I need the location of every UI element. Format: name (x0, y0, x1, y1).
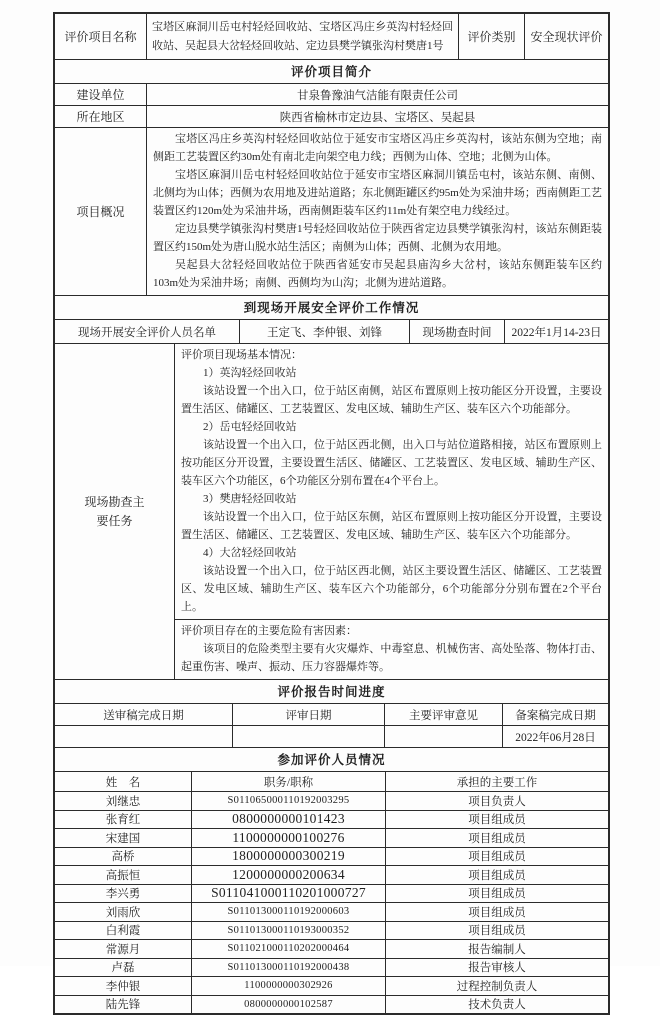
section-schedule-row (55, 680, 608, 704)
personnel-name: 常源月 (55, 940, 192, 958)
overview-text (147, 128, 608, 295)
personnel-row (55, 866, 608, 885)
section-intro-row (55, 60, 608, 84)
project-name-cell (147, 14, 459, 59)
personnel-cert-number: 1800000000300219 (192, 848, 386, 866)
personnel-name: 刘继忠 (55, 792, 192, 810)
schedule-header-cell: 主要评审意见 (385, 704, 503, 725)
evaluation-table (53, 12, 610, 1015)
personnel-header-cell: 承担的主要工作 (456, 776, 538, 789)
personnel-role: 项目组成员 (468, 832, 526, 845)
personnel-row (55, 922, 608, 941)
category-value: 安全现状评价 (530, 30, 603, 44)
personnel-header-cell: 职务/职称 (192, 772, 386, 791)
region-row (55, 106, 608, 128)
survey-time-value: 2022年1月14-23日 (511, 326, 602, 339)
personnel-cert-number: 0800000000101423 (192, 811, 386, 829)
personnel-row (55, 811, 608, 830)
personnel-name: 高振恒 (55, 866, 192, 884)
personnel-role: 项目组成员 (468, 906, 526, 919)
personnel-cert-number: 1200000000200634 (192, 866, 386, 884)
personnel-row (55, 940, 608, 959)
task-paragraph: 1）英沟轻烃回收站 (203, 367, 297, 379)
site-staff-row (55, 320, 608, 344)
tasks-text (175, 344, 608, 620)
hazard-paragraph: 评价项目存在的主要危险有害因素： (181, 625, 357, 637)
task-paragraph: 评价项目现场基本情况： (181, 349, 302, 361)
personnel-name: 李仲银 (55, 977, 192, 995)
schedule-value-cell (55, 726, 233, 747)
overview-paragraph: 宝塔区麻洞川岳屯村轻烃回收站位于延安市宝塔区麻洞川镇岳屯村，该站东侧、南侧、北侧均为山体；西侧为农用地及进站道路；东北侧距罐区约95m处为采油井场；西南侧距工艺装置区约120m处为采油井场，西南侧距装车区约11m处有架空电力线经过。 (153, 169, 602, 217)
tasks-label-cell (55, 344, 175, 679)
schedule-value-cell: 2022年06月28日 (515, 731, 596, 744)
tasks-content-column (175, 344, 608, 679)
personnel-row (55, 829, 608, 848)
overview-label: 项目概况 (55, 128, 147, 295)
schedule-header-cell: 备案稿完成日期 (515, 709, 596, 722)
tasks-row (55, 344, 608, 680)
schedule-value-row (55, 726, 608, 748)
section-schedule-title: 评价报告时间进度 (277, 685, 386, 699)
category-label: 评价类别 (459, 14, 525, 59)
personnel-role: 项目组成员 (468, 851, 526, 864)
personnel-role: 报告编制人 (468, 943, 526, 956)
task-paragraph: 3）樊唐轻烃回收站 (203, 493, 297, 505)
survey-time-label: 现场勘查时间 (410, 320, 505, 343)
personnel-header-row (55, 772, 608, 792)
overview-paragraph: 吴起县大岔轻烃回收站位于陕西省延安市吴起县庙沟乡大岔村，该站东侧距装车区约103m处为采油井场；南侧、西侧均为山沟；北侧为进站道路。 (153, 259, 602, 289)
personnel-role: 技术负责人 (468, 999, 526, 1012)
personnel-cert-number: S011021000110202000464 (192, 940, 386, 958)
site-staff-value: 王定飞、李仲银、刘锋 (240, 320, 410, 343)
personnel-cert-number: S011041000110201000727 (192, 885, 386, 903)
task-paragraph: 该站设置一个出入口，位于站区东侧，站区布置原则上按功能区分开设置，主要设置生活区、储罐区、工艺装置区、发电区域、辅助生产区、装车区六个功能部分。 (181, 511, 602, 541)
personnel-cert-number: S011065000110192003295 (192, 792, 386, 810)
personnel-name: 刘雨欣 (55, 903, 192, 921)
builder-value: 甘泉鲁豫油气洁能有限责任公司 (297, 89, 458, 102)
task-paragraph: 该站设置一个出入口，位于站区南侧，站区布置原则上按功能区分开设置，主要设置生活区、储罐区、工艺装置区、发电区域、辅助生产区、装车区六个功能部分。 (181, 385, 602, 415)
personnel-cert-number: S011013000110192000603 (192, 903, 386, 921)
personnel-role: 项目组成员 (468, 869, 526, 882)
hazards-text (175, 620, 608, 679)
section-personnel-row (55, 748, 608, 772)
task-paragraph: 2）岳屯轻烃回收站 (203, 421, 297, 433)
personnel-name: 张育红 (55, 811, 192, 829)
project-title-row (55, 14, 608, 60)
region-value: 陕西省榆林市定边县、宝塔区、吴起县 (279, 111, 476, 124)
project-name-label: 评价项目名称 (55, 14, 147, 59)
personnel-role: 报告审核人 (468, 962, 526, 975)
personnel-row (55, 996, 608, 1014)
personnel-row (55, 848, 608, 867)
section-site-row (55, 296, 608, 320)
personnel-row (55, 977, 608, 996)
personnel-name: 宋建国 (55, 829, 192, 847)
personnel-role: 项目组成员 (468, 814, 526, 827)
task-paragraph: 4）大岔轻烃回收站 (203, 547, 297, 559)
personnel-cert-number: S011013000110192000438 (192, 959, 386, 977)
personnel-row (55, 959, 608, 978)
personnel-name: 陆先锋 (55, 996, 192, 1014)
task-paragraph: 该站设置一个出入口，位于站区西北侧，站区主要设置生活区、储罐区、工艺装置区、发电区域、辅助生产区、装车区六个功能部分，6个功能部分分别布置在2个平台上。 (181, 565, 602, 613)
personnel-name: 高桥 (55, 848, 192, 866)
builder-label: 建设单位 (55, 84, 147, 105)
personnel-row (55, 792, 608, 811)
task-paragraph: 该站设置一个出入口，位于站区西北侧，出入口与站位道路相接，站区布置原则上按功能区分开设置，主要设置生活区、储罐区、工艺装置区、发电区域、辅助生产区、装车区六个功能区，6个功能区分别布置在4个平台上。 (181, 439, 602, 487)
overview-paragraph: 定边县樊学镇张沟村樊唐1号轻烃回收站位于陕西省定边县樊学镇张沟村，该站东侧距装置区约150m处为唐山脱水站生活区；南侧为山体；西侧、北侧为农用地。 (153, 223, 602, 253)
schedule-header-row (55, 704, 608, 726)
personnel-role: 项目负责人 (468, 795, 526, 808)
personnel-role: 项目组成员 (468, 925, 526, 938)
personnel-name: 李兴勇 (55, 885, 192, 903)
schedule-header-cell: 评审日期 (233, 704, 385, 725)
personnel-row (55, 903, 608, 922)
schedule-value-cell (385, 726, 503, 747)
personnel-cert-number: 0800000000102587 (192, 996, 386, 1014)
section-intro-title: 评价项目简介 (290, 65, 372, 79)
overview-paragraph: 宝塔区冯庄乡英沟村轻烃回收站位于延安市宝塔区冯庄乡英沟村，该站东侧为空地；南侧距工艺装置区约30m处有南北走向架空电力线；西侧为山体、空地；北侧为山体。 (153, 133, 602, 163)
overview-row (55, 128, 608, 296)
section-site-title: 到现场开展安全评价工作情况 (243, 301, 420, 315)
personnel-name: 卢磊 (55, 959, 192, 977)
personnel-role: 项目组成员 (468, 888, 526, 901)
section-personnel-title: 参加评价人员情况 (277, 753, 386, 767)
builder-row (55, 84, 608, 106)
personnel-name: 白利霞 (55, 922, 192, 940)
personnel-header-cell: 姓 名 (55, 772, 192, 791)
hazard-paragraph: 该项目的危险类型主要有火灾爆炸、中毒窒息、机械伤害、高处坠落、物体打击、起重伤害、噪声、振动、压力容器爆炸等。 (181, 643, 602, 673)
site-staff-label: 现场开展安全评价人员名单 (55, 320, 240, 343)
personnel-row (55, 885, 608, 904)
personnel-role: 过程控制负责人 (456, 980, 538, 993)
schedule-value-cell (233, 726, 385, 747)
schedule-header-cell: 送审稿完成日期 (55, 704, 233, 725)
personnel-cert-number: S011013000110193000352 (192, 922, 386, 940)
personnel-cert-number: 1100000000100276 (192, 829, 386, 847)
personnel-cert-number: 1100000000302926 (192, 977, 386, 995)
tasks-label: 现场勘查主要任务 (84, 494, 145, 528)
region-label: 所在地区 (55, 106, 147, 127)
project-name-value: 宝塔区麻洞川岳屯村轻烃回收站、宝塔区冯庄乡英沟村轻烃回收站、吴起县大岔轻烃回收站、定边县樊学镇张沟村樊唐1号 (152, 20, 453, 52)
